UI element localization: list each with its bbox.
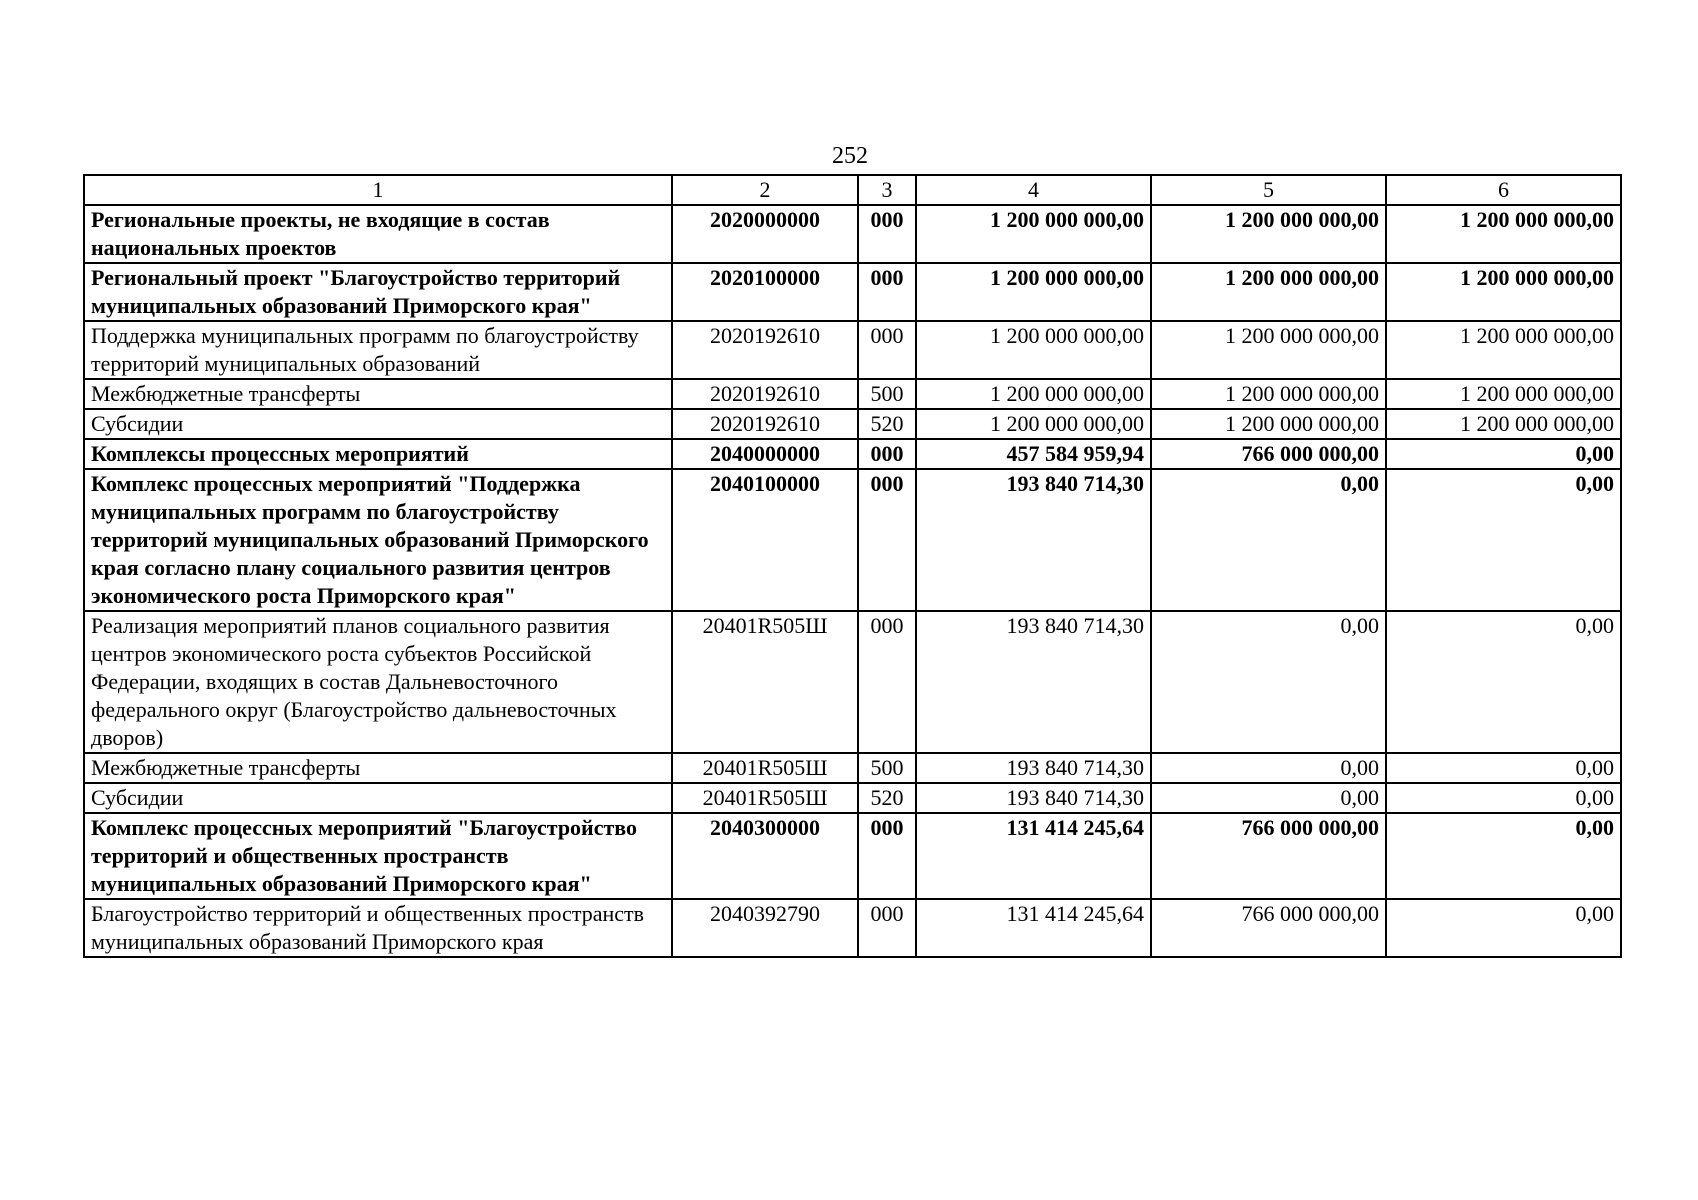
row-value-6-cell: 0,00 (1386, 469, 1621, 611)
row-value-5-cell: 0,00 (1151, 469, 1386, 611)
row-value-6-cell: 1 200 000 000,00 (1386, 263, 1621, 321)
row-value-5-cell: 766 000 000,00 (1151, 899, 1386, 957)
page-number: 252 (832, 143, 868, 169)
header-cell: 6 (1386, 175, 1621, 205)
row-value-4-cell: 193 840 714,30 (916, 753, 1151, 783)
row-value-5-cell: 1 200 000 000,00 (1151, 205, 1386, 263)
row-value-5-cell: 766 000 000,00 (1151, 439, 1386, 469)
row-name-cell: Реализация мероприятий планов социального развития центров экономического роста субъектов Российской Федерации, входящих в состав Дальневосточного федерального округ (Благоустройство дальневосточных дворов) (84, 611, 672, 753)
table-row (84, 379, 1621, 409)
row-code-cell: 20401R505Ш (672, 783, 858, 813)
row-value-4-cell: 1 200 000 000,00 (916, 263, 1151, 321)
row-code-cell: 20401R505Ш (672, 753, 858, 783)
row-type-cell: 000 (858, 321, 916, 379)
table-row (84, 469, 1621, 611)
row-value-4-cell: 193 840 714,30 (916, 469, 1151, 611)
row-value-6-cell: 1 200 000 000,00 (1386, 321, 1621, 379)
table-row (84, 611, 1621, 753)
table-row (84, 439, 1621, 469)
row-type-cell: 000 (858, 205, 916, 263)
row-value-4-cell: 131 414 245,64 (916, 813, 1151, 899)
row-value-5-cell: 1 200 000 000,00 (1151, 321, 1386, 379)
row-value-4-cell: 457 584 959,94 (916, 439, 1151, 469)
row-value-6-cell: 1 200 000 000,00 (1386, 379, 1621, 409)
row-type-cell: 500 (858, 753, 916, 783)
row-code-cell: 2020000000 (672, 205, 858, 263)
row-code-cell: 2020192610 (672, 379, 858, 409)
row-value-4-cell: 1 200 000 000,00 (916, 205, 1151, 263)
row-name-cell: Региональные проекты, не входящие в состав национальных проектов (84, 205, 672, 263)
header-cell: 2 (672, 175, 858, 205)
row-type-cell: 000 (858, 813, 916, 899)
row-code-cell: 20401R505Ш (672, 611, 858, 753)
row-value-5-cell: 1 200 000 000,00 (1151, 263, 1386, 321)
row-value-5-cell: 766 000 000,00 (1151, 813, 1386, 899)
row-name-cell: Межбюджетные трансферты (84, 379, 672, 409)
row-code-cell: 2020192610 (672, 321, 858, 379)
row-name-cell: Региональный проект "Благоустройство территорий муниципальных образований Приморского края" (84, 263, 672, 321)
row-name-cell: Субсидии (84, 409, 672, 439)
header-row (84, 175, 1621, 205)
row-name-cell: Комплекс процессных мероприятий "Благоустройство территорий и общественных пространств муниципальных образований Приморского края" (84, 813, 672, 899)
table-row (84, 813, 1621, 899)
row-value-6-cell: 0,00 (1386, 783, 1621, 813)
row-value-4-cell: 1 200 000 000,00 (916, 321, 1151, 379)
row-value-5-cell: 1 200 000 000,00 (1151, 409, 1386, 439)
row-type-cell: 000 (858, 899, 916, 957)
row-name-cell: Благоустройство территорий и общественных пространств муниципальных образований Приморского края (84, 899, 672, 957)
header-cell: 1 (84, 175, 672, 205)
row-name-cell: Субсидии (84, 783, 672, 813)
row-value-4-cell: 193 840 714,30 (916, 611, 1151, 753)
table-row (84, 321, 1621, 379)
row-code-cell: 2040000000 (672, 439, 858, 469)
row-name-cell: Межбюджетные трансферты (84, 753, 672, 783)
row-type-cell: 520 (858, 409, 916, 439)
row-type-cell: 000 (858, 469, 916, 611)
header-cell: 5 (1151, 175, 1386, 205)
row-type-cell: 520 (858, 783, 916, 813)
table-row (84, 263, 1621, 321)
row-value-6-cell: 1 200 000 000,00 (1386, 409, 1621, 439)
row-type-cell: 500 (858, 379, 916, 409)
row-value-6-cell: 0,00 (1386, 753, 1621, 783)
row-code-cell: 2040100000 (672, 469, 858, 611)
row-type-cell: 000 (858, 439, 916, 469)
row-code-cell: 2040392790 (672, 899, 858, 957)
table-row (84, 899, 1621, 957)
table-row (84, 409, 1621, 439)
table-row (84, 783, 1621, 813)
header-cell: 3 (858, 175, 916, 205)
row-code-cell: 2020192610 (672, 409, 858, 439)
row-type-cell: 000 (858, 611, 916, 753)
row-value-4-cell: 193 840 714,30 (916, 783, 1151, 813)
row-value-5-cell: 0,00 (1151, 611, 1386, 753)
row-value-4-cell: 131 414 245,64 (916, 899, 1151, 957)
row-value-6-cell: 0,00 (1386, 439, 1621, 469)
row-value-5-cell: 0,00 (1151, 753, 1386, 783)
row-name-cell: Комплексы процессных мероприятий (84, 439, 672, 469)
table-row (84, 753, 1621, 783)
row-value-6-cell: 0,00 (1386, 813, 1621, 899)
table-row (84, 205, 1621, 263)
row-type-cell: 000 (858, 263, 916, 321)
budget-table (83, 174, 1622, 958)
row-value-5-cell: 1 200 000 000,00 (1151, 379, 1386, 409)
row-value-6-cell: 0,00 (1386, 611, 1621, 753)
row-value-6-cell: 1 200 000 000,00 (1386, 205, 1621, 263)
row-name-cell: Комплекс процессных мероприятий "Поддержка муниципальных программ по благоустройству территорий муниципальных образований Приморского края согласно плану социального развития центров экономического роста Приморского края" (84, 469, 672, 611)
header-cell: 4 (916, 175, 1151, 205)
row-name-cell: Поддержка муниципальных программ по благоустройству территорий муниципальных образований (84, 321, 672, 379)
row-code-cell: 2040300000 (672, 813, 858, 899)
row-code-cell: 2020100000 (672, 263, 858, 321)
row-value-5-cell: 0,00 (1151, 783, 1386, 813)
row-value-4-cell: 1 200 000 000,00 (916, 409, 1151, 439)
row-value-6-cell: 0,00 (1386, 899, 1621, 957)
row-value-4-cell: 1 200 000 000,00 (916, 379, 1151, 409)
